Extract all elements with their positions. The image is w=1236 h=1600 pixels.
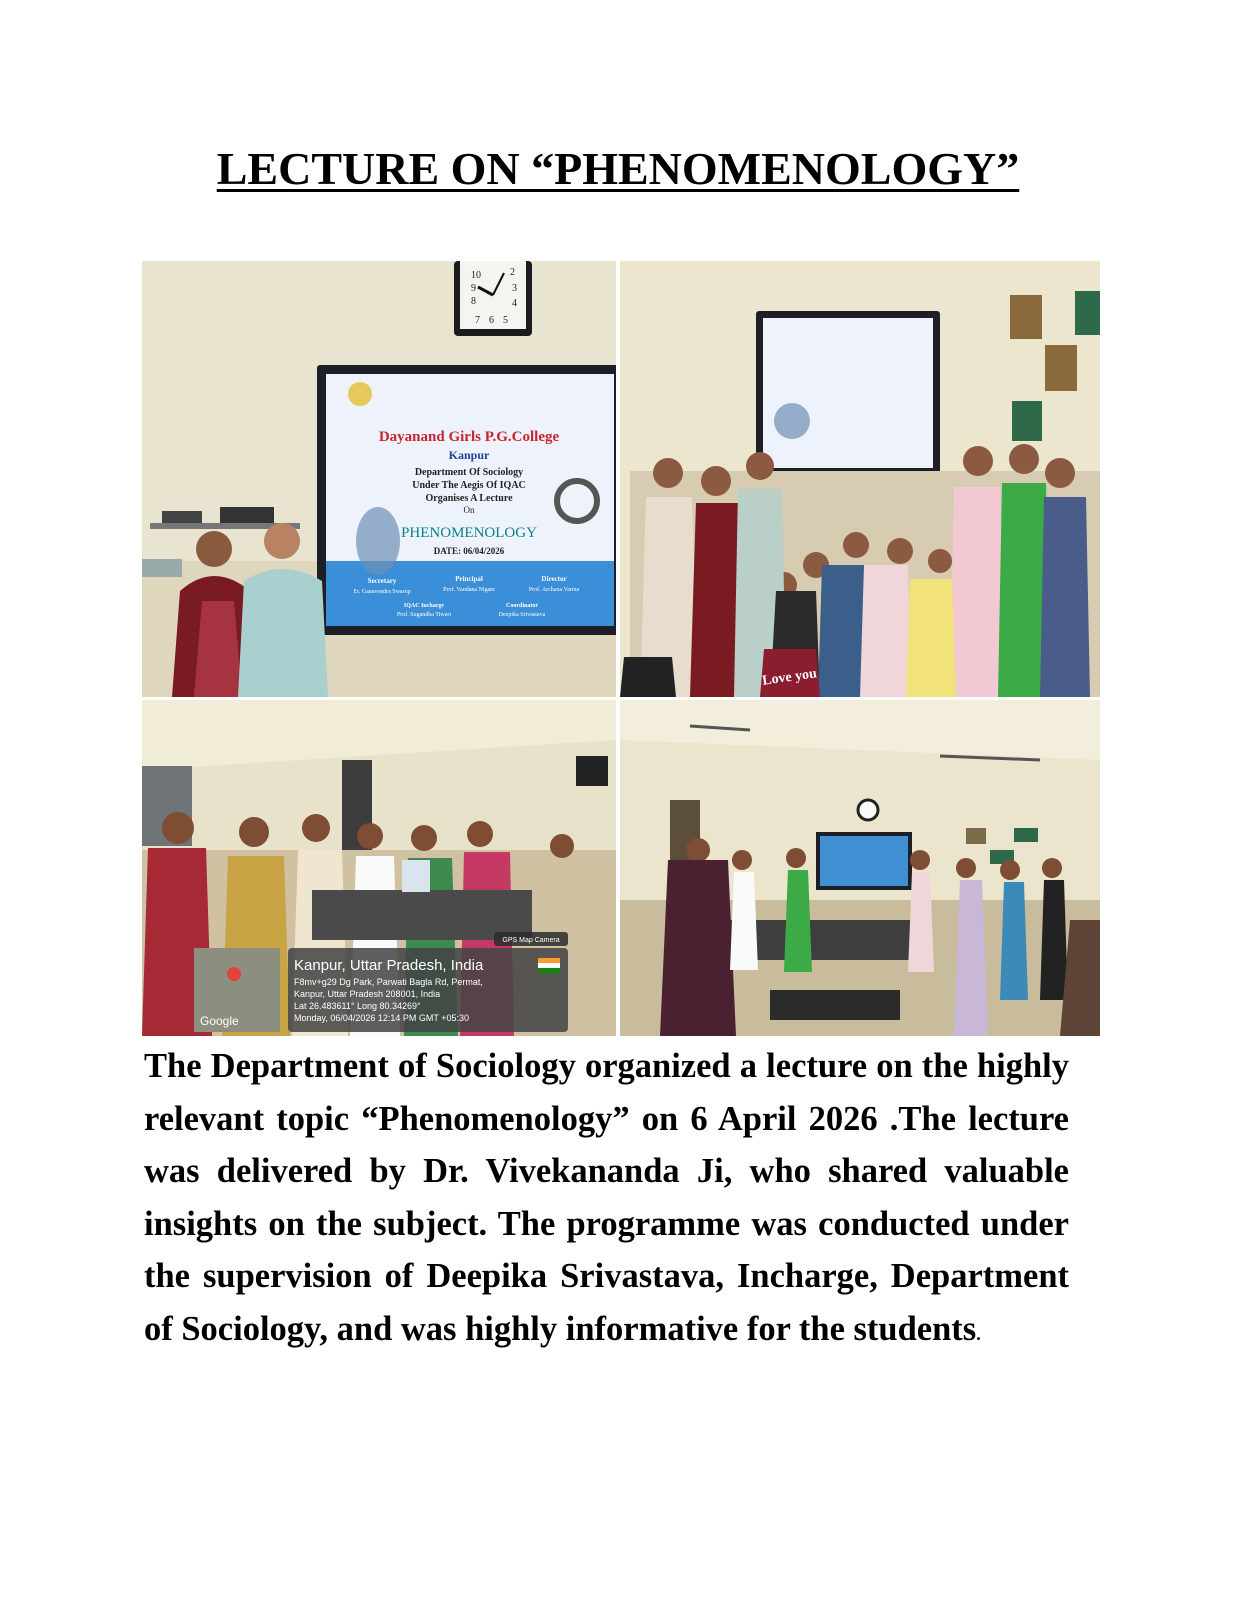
- slide-director-label: Director: [541, 575, 567, 583]
- slide-on: On: [463, 505, 475, 515]
- clock-numeral: 9: [471, 283, 476, 294]
- slide-organises: Organises A Lecture: [425, 493, 513, 504]
- slide-iqac-name: Prof. Sugandha Tiwari: [396, 612, 452, 618]
- clock-numeral: 6: [489, 315, 494, 326]
- event-description-text: The Department of Sociology organized a lecture on the highly relevant topic “Phenomenology” on 6 April 2026 .The lecture was delivered by Dr. Vivekananda Ji, who shared valuable insights on the subject. The programme was conducted under the supervision of Deepika Srivastava, Incharge, Department of Sociology, and was highly informative for the students: [144, 1047, 1069, 1348]
- slide-college-name: Dayanand Girls P.G.College: [378, 429, 560, 445]
- slide-secretary-name: Er. Ganavendra Swarup: [353, 589, 411, 595]
- clock-numeral: 2: [510, 267, 515, 278]
- clock-numeral: 8: [471, 296, 476, 307]
- shirt-print: Love you: [761, 666, 818, 689]
- slide-coordinator-name: Deepika Srivastava: [498, 612, 546, 618]
- clock-numeral: 10: [471, 270, 481, 281]
- slide-city: Kanpur: [448, 448, 490, 462]
- photo-collage: [142, 261, 1100, 1036]
- slide-principal-label: Principal: [455, 575, 483, 583]
- slide-coordinator-label: Coordinator: [506, 603, 538, 609]
- map-pin-icon: [227, 967, 241, 981]
- photo-audience: [142, 700, 616, 1036]
- event-description-end-mark: .: [976, 1323, 981, 1344]
- slide-director-name: Prof. Archana Varma: [528, 587, 580, 593]
- gps-address-1: F8mv+g29 Dg Park, Parwati Bagla Rd, Permat,: [294, 977, 483, 987]
- photo-faculty-with-slide: [142, 261, 616, 697]
- india-flag-icon: [538, 958, 560, 973]
- page-title: LECTURE ON “PHENOMENOLOGY”: [216, 143, 1020, 194]
- clock-numeral: 5: [503, 315, 508, 326]
- gps-address-2: Kanpur, Uttar Pradesh 208001, India: [294, 989, 441, 999]
- photo-group: [620, 261, 1100, 697]
- clock-numeral: 4: [512, 298, 517, 309]
- gps-location: Kanpur, Uttar Pradesh, India: [294, 957, 484, 974]
- gps-datetime: Monday, 06/04/2026 12:14 PM GMT +05:30: [294, 1013, 470, 1023]
- slide-iqac-label: IQAC Incharge: [403, 603, 445, 609]
- slide-principal-name: Prof. Vandana Nigam: [443, 587, 495, 593]
- slide-department: Department Of Sociology: [414, 467, 524, 478]
- slide-secretary-label: Secretary: [367, 577, 397, 585]
- clock-numeral: 3: [512, 283, 517, 294]
- gps-coordinates: Lat 26.483611° Long 80.34269°: [294, 1001, 421, 1011]
- clock-numeral: 7: [475, 315, 480, 326]
- slide-date: DATE: 06/04/2026: [433, 546, 505, 556]
- slide-aegis: Under The Aegis Of IQAC: [412, 480, 526, 491]
- photo-classroom: [620, 700, 1100, 1036]
- slide-topic: PHENOMENOLOGY: [401, 525, 537, 541]
- gps-badge-label: GPS Map Camera: [502, 937, 560, 944]
- event-description: [144, 1040, 1069, 1360]
- map-label: Google: [200, 1014, 239, 1028]
